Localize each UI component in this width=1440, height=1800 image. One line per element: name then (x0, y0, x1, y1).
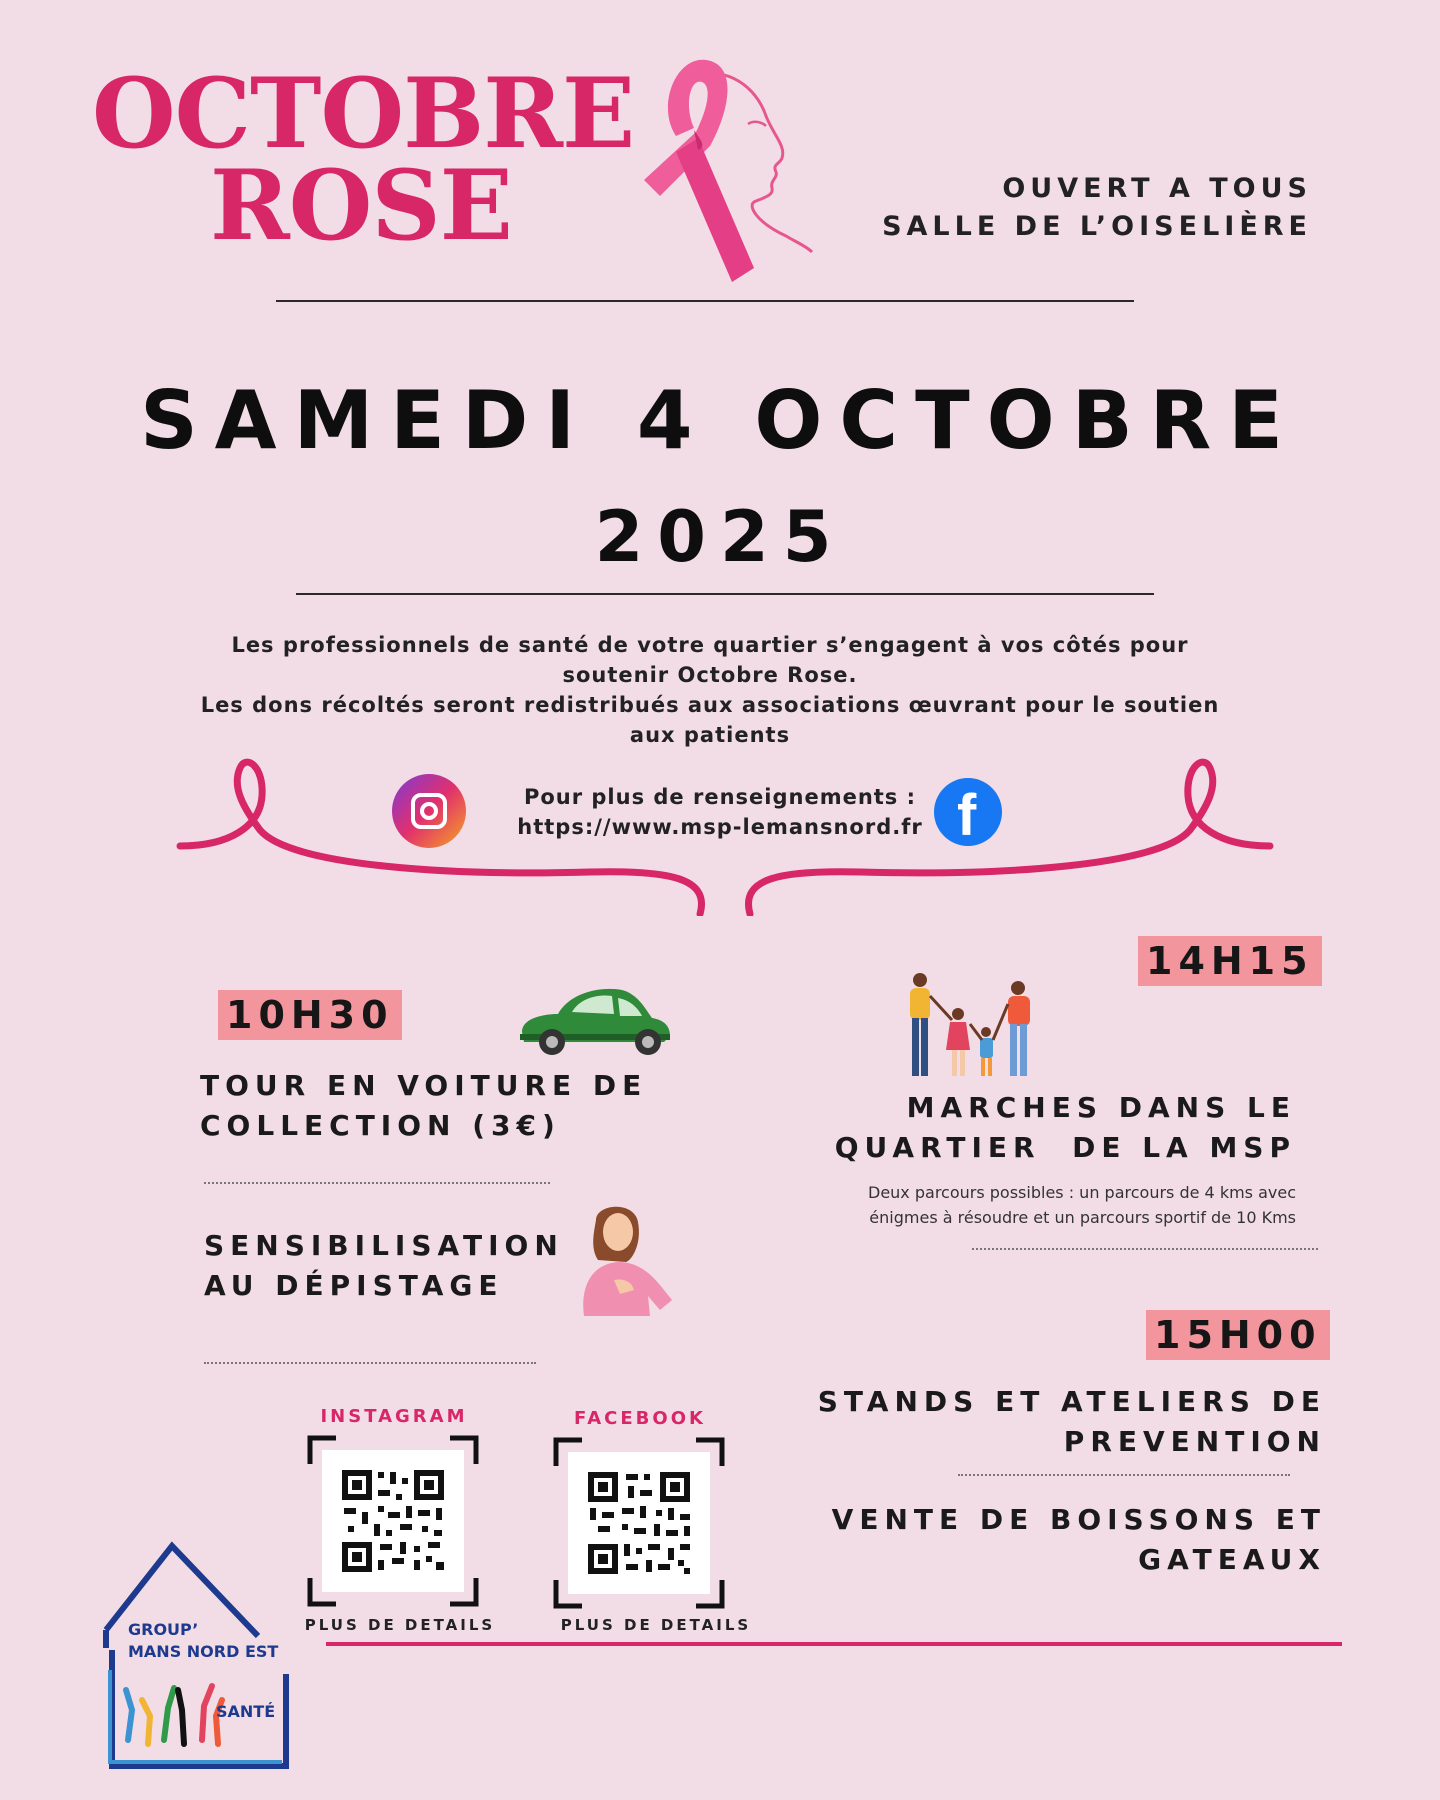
qr-code-icon (568, 1452, 710, 1594)
sales-line-2: GATEAUX (1138, 1543, 1326, 1576)
facebook-glyph: f (957, 783, 977, 848)
sales-line-1: VENTE DE BOISSONS ET (831, 1503, 1326, 1536)
intro-line-4: aux patients (629, 723, 791, 747)
logo-text-sante: SANTÉ (216, 1702, 276, 1721)
footer-rule (326, 1642, 1342, 1646)
car-tour-line-2: COLLECTION (3€) (200, 1109, 561, 1142)
time-badge-1030: 10H30 (218, 990, 402, 1040)
divider-dotted-1 (204, 1182, 550, 1184)
info-block (460, 782, 980, 842)
venue-line-hall: SALLE DE L’OISELIÈRE (882, 211, 1312, 242)
website-link[interactable]: https://www.msp-lemansnord.fr (517, 815, 923, 839)
walks-line-1: MARCHES DANS LE (906, 1091, 1296, 1124)
stands-line-2: PREVENTION (1063, 1425, 1326, 1458)
event-title-stands (818, 1382, 1326, 1462)
info-label: Pour plus de renseignements : (523, 785, 917, 809)
title-octobre: OCTOBRE (92, 57, 635, 170)
qr-code-instagram[interactable] (306, 1434, 480, 1608)
qr-facebook-details: PLUS DE DETAILS (560, 1616, 752, 1634)
divider-date (296, 593, 1154, 595)
family-walking-icon (896, 970, 1042, 1082)
walks-line-2: QUARTIER DE LA MSP (834, 1131, 1296, 1164)
divider-top (276, 300, 1134, 302)
title-rose: ROSE (210, 149, 512, 262)
qr-code-icon (322, 1450, 464, 1592)
event-year: 2025 (594, 496, 846, 578)
divider-dotted-2 (204, 1362, 536, 1364)
qr-instagram-label: INSTAGRAM (320, 1406, 468, 1427)
event-title-car-tour (200, 1066, 647, 1146)
woman-self-exam-icon (568, 1200, 678, 1316)
time-badge-1500: 15H00 (1146, 1310, 1330, 1360)
venue-info (882, 170, 1312, 246)
car-tour-line-1: TOUR EN VOITURE DE (200, 1069, 648, 1102)
event-date: SAMEDI 4 OCTOBRE (140, 374, 1300, 467)
walks-desc-line-2: énigmes à résoudre et un parcours sportif de 10 Kms (869, 1208, 1296, 1227)
screening-line-1: SENSIBILISATION (204, 1229, 564, 1262)
event-title-walks (835, 1088, 1296, 1168)
instagram-lens (420, 802, 438, 820)
logo-text-group: GROUP’ (128, 1620, 199, 1639)
screening-line-2: AU DÉPISTAGE (204, 1269, 504, 1302)
intro-line-3: Les dons récoltés seront redistribués aux associations œuvrant pour le soutien (200, 693, 1220, 717)
walks-desc-line-1: Deux parcours possibles : un parcours de 4 kms avec (868, 1183, 1296, 1202)
qr-facebook-label: FACEBOOK (574, 1408, 706, 1429)
intro-line-1: Les professionnels de santé de votre quartier s’engagent à vos côtés pour (231, 633, 1189, 657)
venue-line-open: OUVERT A TOUS (1002, 173, 1312, 204)
time-badge-1415: 14H15 (1138, 936, 1322, 986)
logo-text-mans-nord-est: MANS NORD EST (128, 1642, 279, 1661)
instagram-icon[interactable] (392, 774, 466, 848)
qr-instagram-details: PLUS DE DETAILS (304, 1616, 496, 1634)
stands-line-1: STANDS ET ATELIERS DE (817, 1385, 1326, 1418)
pink-ribbon-icon (636, 46, 816, 286)
divider-dotted-4 (958, 1474, 1290, 1476)
facebook-icon[interactable] (934, 778, 1002, 846)
intro-line-2: soutenir Octobre Rose. (562, 663, 858, 687)
vintage-car-icon (514, 980, 674, 1058)
event-title-screening (204, 1226, 564, 1306)
qr-code-facebook[interactable] (552, 1436, 726, 1610)
group-mans-nord-est-logo (98, 1540, 298, 1776)
walks-description (868, 1180, 1296, 1230)
event-title-sales (832, 1500, 1326, 1580)
intro-text (160, 630, 1260, 750)
divider-dotted-3 (972, 1248, 1318, 1250)
